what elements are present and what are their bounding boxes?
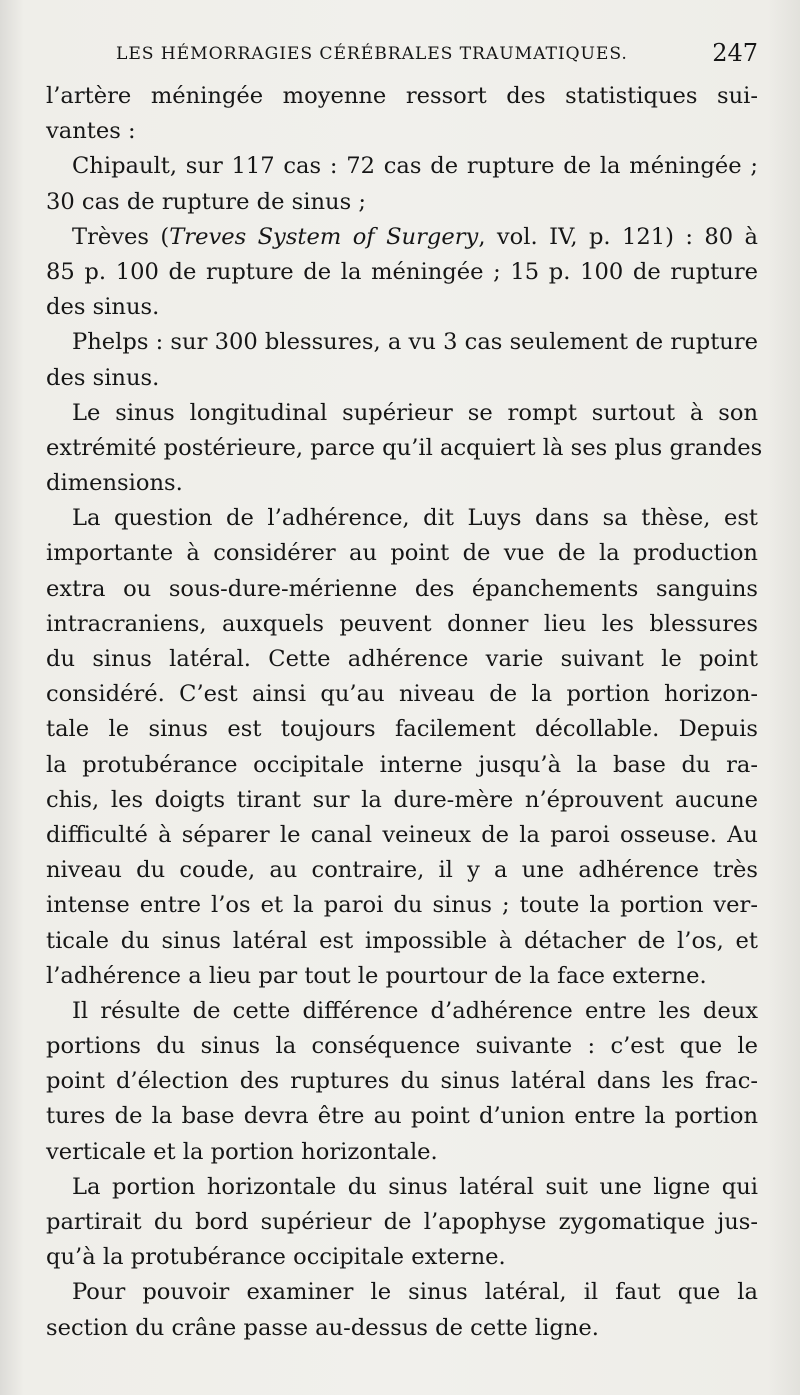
text-line: Il résulte de cette différence d’adhérence entre les deux: [72, 997, 758, 1024]
text-line: La question de l’adhérence, dit Luys dans sa thèse, est: [72, 505, 758, 532]
paragraph-chipault: [46, 149, 758, 219]
text-line: extra ou sous-dure-mérienne des épanchements sanguins: [46, 575, 758, 602]
paragraph-adherence-luys: [46, 501, 758, 994]
paragraph-sinus-longitudinal: [46, 396, 763, 502]
text-line: dimensions.: [46, 470, 183, 497]
text-line: importante à considérer au point de vue de la production: [46, 540, 758, 567]
text-line: Chipault, sur 117 cas : 72 cas de rupture de la méningée ;: [72, 153, 758, 180]
text-line: intracraniens, auxquels peuvent donner lieu les blessures: [46, 610, 758, 637]
text-line: la protubérance occipitale interne jusqu’à la base du ra-: [46, 751, 758, 778]
paragraph-portion-horizontale: [46, 1170, 758, 1276]
paragraph-difference-adherence: [46, 994, 758, 1170]
text-line: portions du sinus la conséquence suivante : c’est que le: [46, 1033, 758, 1060]
paragraph-phelps: [46, 325, 758, 395]
text-line: Pour pouvoir examiner le sinus latéral, il faut que la: [72, 1279, 758, 1306]
text-line: tale le sinus est toujours facilement décollable. Depuis: [46, 716, 758, 743]
text-line: ticale du sinus latéral est impossible à détacher de l’os, et: [46, 927, 758, 954]
text-line: [46, 220, 758, 255]
text-line: point d’élection des ruptures du sinus latéral dans les frac-: [46, 1068, 758, 1095]
text-segment: , vol. IV, p. 121) : 80 à: [478, 223, 759, 250]
text-line: section du crâne passe au-dessus de cette ligne.: [46, 1314, 599, 1341]
paragraph-artere-meningee: [46, 79, 758, 149]
text-line: partirait du bord supérieur de l’apophyse zygomatique jus-: [46, 1209, 758, 1235]
text-line: verticale et la portion horizontale.: [46, 1138, 438, 1165]
text-line: intense entre l’os et la paroi du sinus ; toute la portion ver-: [46, 892, 758, 919]
running-head: [46, 38, 758, 70]
text-line: considéré. C’est ainsi qu’au niveau de la portion horizon-: [46, 681, 758, 708]
page-number: 247: [712, 39, 758, 67]
running-title: LES HÉMORRAGIES CÉRÉBRALES TRAUMATIQUES.: [116, 44, 628, 64]
text-line: vantes :: [46, 118, 136, 145]
book-title-italic: Treves System of Surgery: [169, 223, 479, 250]
text-line: du sinus latéral. Cette adhérence varie suivant le point: [46, 646, 758, 672]
text-line: extrémité postérieure, parce qu’il acquiert là ses plus grandes: [46, 434, 763, 461]
text-line: Phelps : sur 300 blessures, a vu 3 cas seulement de rupture: [72, 329, 758, 356]
text-line: des sinus.: [46, 364, 160, 391]
text-line: des sinus.: [46, 294, 160, 321]
body-text: [46, 79, 763, 1346]
text-line: qu’à la protubérance occipitale externe.: [46, 1244, 506, 1271]
text-segment: Trèves (: [72, 223, 170, 250]
text-line: 85 p. 100 de rupture de la méningée ; 15 p. 100 de rupture: [46, 258, 758, 285]
text-line: Le sinus longitudinal supérieur se rompt surtout à son: [72, 399, 758, 426]
text-line: l’artère méningée moyenne ressort des statistiques sui-: [46, 83, 758, 109]
text-line: La portion horizontale du sinus latéral suit une ligne qui: [72, 1173, 758, 1200]
text-line: chis, les doigts tirant sur la dure-mère n’éprouvent aucune: [46, 786, 758, 813]
paragraph-treves: [46, 220, 758, 326]
text-line: tures de la base devra être au point d’union entre la portion: [46, 1103, 758, 1130]
text-line: 30 cas de rupture de sinus ;: [46, 188, 366, 215]
text-line: l’adhérence a lieu par tout le pourtour de la face externe.: [46, 962, 707, 989]
text-line: difficulté à séparer le canal veineux de la paroi osseuse. Au: [46, 821, 758, 848]
paragraph-examiner-sinus: [46, 1275, 758, 1345]
text-line: niveau du coude, au contraire, il y a une adhérence très: [46, 857, 758, 884]
